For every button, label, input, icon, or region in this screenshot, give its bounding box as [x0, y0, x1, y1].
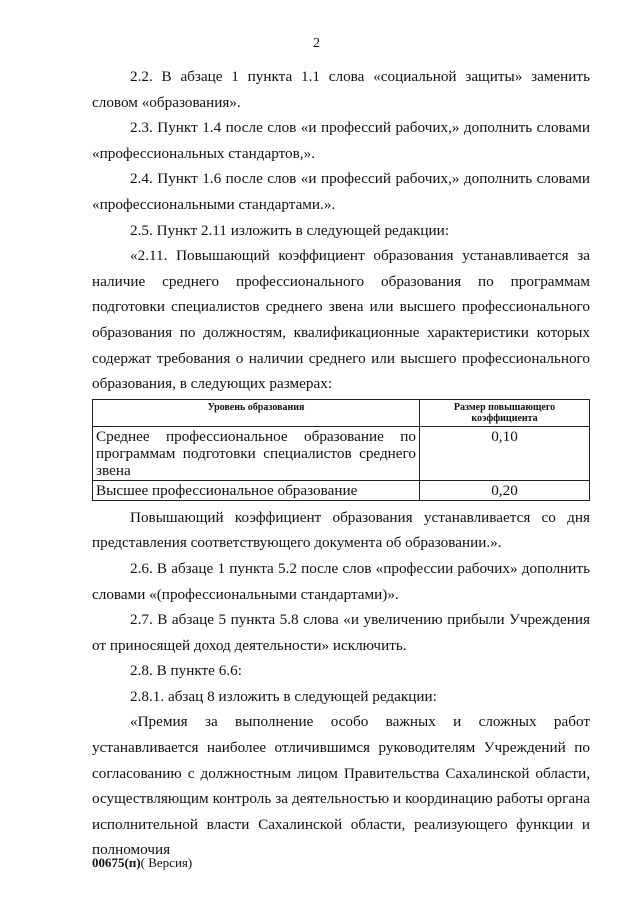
table-header-row — [93, 399, 590, 426]
cell-coefficient: 0,10 — [420, 426, 590, 480]
paragraph-bonus-quote: «Премия за выполнение особо важных и сложных работ устанавливается наиболее отличившимся руководителям Учреждений по согласованию с должностным лицом Правительства Сахалинской области, осуществляющим контроль за деятельностью и координацию работы органа исполнительной власти Сахалинской области, реализующего функции и полномочия — [92, 713, 590, 859]
document-footer — [92, 855, 192, 871]
cell-education-level: Высшее профессиональное образование — [93, 480, 420, 500]
paragraph-2-11-quote: «2.11. Повышающий коэффициент образования устанавливается за наличие среднего профессионального образования по программам подготовки специалистов среднего звена или высшего профессионального образования по должностям, квалификационные характеристики которых содержат требования о наличии среднего или высшего профессионального образования, в следующих размерах: — [92, 247, 590, 393]
page-number: 2 — [313, 36, 320, 51]
paragraph-2-8-1: 2.8.1. абзац 8 изложить в следующей редакции: — [130, 687, 437, 705]
document-code: 00675(п) — [92, 855, 141, 870]
header-coefficient: Размер повышающего коэффициента — [420, 399, 590, 426]
table-row — [93, 480, 590, 500]
paragraph-2-4: 2.4. Пункт 1.6 после слов «и профессий рабочих,» дополнить словами «профессиональными стандартами.». — [92, 170, 590, 213]
document-version: ( Версия) — [140, 855, 193, 870]
header-education-level: Уровень образования — [93, 399, 420, 426]
cell-education-level: Среднее профессиональное образование по программам подготовки специалистов среднего звена — [93, 426, 420, 480]
paragraph-2-6: 2.6. В абзаце 1 пункта 5.2 после слов «профессии рабочих» дополнить словами «(профессиональными стандартами)». — [92, 559, 590, 603]
paragraph-2-7: 2.7. В абзаце 5 пункта 5.8 слова «и увеличению прибыли Учреждения от приносящей доход деятельности» исключить. — [92, 611, 590, 654]
paragraph-2-2: 2.2. В абзаце 1 пункта 1.1 слова «социальной защиты» заменить словом «образования». — [92, 68, 590, 111]
table-row — [93, 426, 590, 480]
paragraph-2-8: 2.8. В пункте 6.6: — [130, 662, 242, 680]
paragraph-2-5: 2.5. Пункт 2.11 изложить в следующей редакции: — [130, 221, 450, 239]
document-body — [92, 64, 590, 863]
paragraph-2-3: 2.3. Пункт 1.4 после слов «и профессий рабочих,» дополнить словами «профессиональных стандартов,». — [92, 119, 590, 162]
paragraph-coefficient-start: Повышающий коэффициент образования устанавливается со дня представления соответствующего документа об образовании.». — [92, 508, 590, 552]
cell-coefficient: 0,20 — [420, 480, 590, 500]
coefficient-table — [92, 399, 590, 501]
